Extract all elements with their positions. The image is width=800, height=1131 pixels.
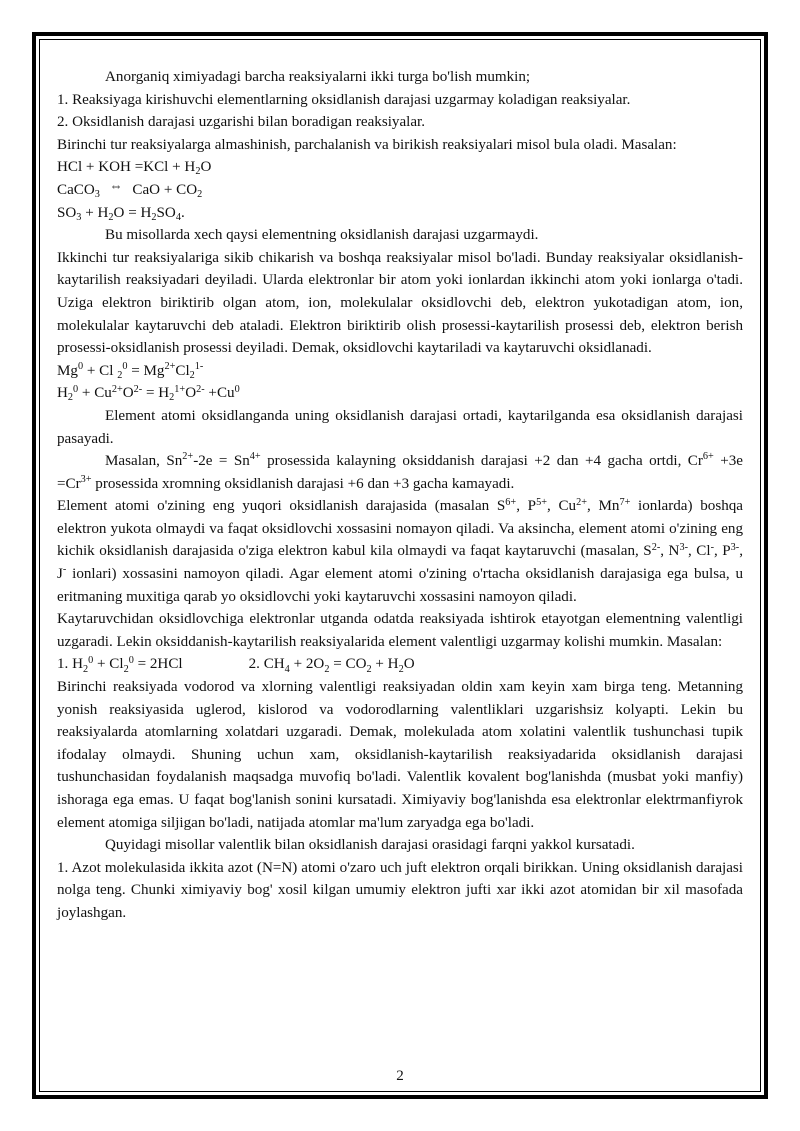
document-body xyxy=(57,66,743,925)
paragraph: Anorganiq ximiyadagi barcha reaksiyalarni ikki turga bo'lish mumkin; xyxy=(105,69,531,85)
paragraph: Quyidagi misollar valentlik bilan oksidlanish darajasi orasidagi farqni yakkol kursatadi. xyxy=(105,837,635,854)
paragraph: $Mg^0 + Cl$ $_2^0 = Mg^{2+}Cl_2^{1-}$ xyxy=(57,361,204,381)
paragraph: CaCO$_3$ ⇔ CaO + $CO_2$ xyxy=(57,179,743,202)
paragraph: HCl + KOH $=KCl + H_2O$ xyxy=(57,159,212,178)
page-number: 2 xyxy=(396,1068,404,1084)
paragraph: Masalan, $Sn^{2+}-2e = Sn^{4+}$ prosessida kalayning oksiddanish darajasi +2 dan +4 gacha ortdi, $Cr^{6+} +3e =Cr^{3+}$ prosessida xromning oksidlanish darajasi +6 dan +3 gacha kamayadi. xyxy=(57,451,743,492)
paragraph: Bu misollarda xech qaysi elementning oksidlanish darajasi uzgarmaydi. xyxy=(105,227,539,244)
paragraph: $SO_3 + H_2O = H_2SO_4$. xyxy=(57,204,185,223)
paragraph: $H_2^0 + Cu^{2+}O^{2-} = H_2^{1+}O^{2-} +Cu^0$ xyxy=(57,383,240,404)
paragraph: 1. Reaksiyaga kirishuvchi elementlarning oksidlanish darajasi uzgarmay koladigan reaksiyalar. xyxy=(57,91,631,108)
paragraph: 1. Azot molekulasida ikkita azot (N=N) atomi o'zaro uch juft elektron orqali birikkan. Uning oksidlanish darajasi nolga teng. Chunki ximiyaviy bog' xosil kilgan umumiy elektron jufti xar ikki azot atomidan bir xil masofada joylashgan. xyxy=(57,859,743,921)
paragraph: Element atomi o'zining eng yuqori oksidlanish darajasida (masalan $S^{6+}$, $P^{5+}$, $Cu^{2+}$, $Mn^{7+}$ ionlarda) boshqa elektron yukota olmaydi va faqat oksidlovchi xossasini nomayon qiladi. Va aksincha, element atomi o'zining eng kichik oksidlanish darajasida o'ziga elektron kabul kila olmaydi va faqat kaytaruvchi (masalan, $S^{2-}$, $N^{3-}$, Cl-, $P^{3-}$, J- ionlari) xossasini namoyon qiladi. Agar element atomi o'zining o'rtacha oksidlanish darajasiga ega bulsa, u eritmaning muxitiga qarab yo oksidlovchi yoki kaytaruvchi xossasini namoyon qiladi. xyxy=(57,496,743,605)
paragraph: 1. $H_2^0 + Cl_2^0 = 2HCl$ 2. $CH_4 + 2O_2 = CO_2 + H_2O$ xyxy=(57,654,415,675)
paragraph: Kaytaruvchidan oksidlovchiga elektronlar utganda odatda reaksiyada ishtirok etayotgan elementning valentligi uzgaradi. Lekin oksiddanish-kaytarilish reaksiyalarida element valentligi uzgarmay kolishi mumkin. Masalan: xyxy=(57,611,743,650)
paragraph: Ikkinchi tur reaksiyalariga sikib chikarish va boshqa reaksiyalar misol bo'ladi. Bunday reaksiyalar oksidlanish-kaytarilish reaksiyadari deyiladi. Ularda elektronlar bir atom yoki ionlardan ikkinchi atom yoki ionlarga o'tadi. Uziga elektron biriktirib olgan atom, ion, molekulalar oksidlovchi deb, elektron yukotadigan atom, ion, molekulalar kaytaruvchi deb ataladi. Elektron biriktirib olish prosessi-kaytarilish prosessi deb, elektron berish prosessi-oksidlanish prosessi deyiladi. Demak, oksidlovchi kaytariladi va kaytaruvchi oksidlanadi. xyxy=(57,249,743,357)
paragraph: Birinchi tur reaksiyalarga almashinish, parchalanish va birikish reaksiyalari misol bula oladi. Masalan: xyxy=(57,136,677,153)
paragraph: Element atomi oksidlanganda uning oksidlanish darajasi ortadi, kaytarilganda esa oksidlanish darajasi pasayadi. xyxy=(57,407,743,447)
paragraph: 2. Oksidlanish darajasi uzgarishi bilan boradigan reaksiyalar. xyxy=(57,114,426,131)
paragraph: Birinchi reaksiyada vodorod va xlorning valentligi reaksiyadan oldin xam keyin xam birga teng. Metanning yonish reaksiyasida uglerod, kislorod va vodorodlarning valentliklari uzgarishsiz kolyapti. Lekin bu reaksiyalarda atomlarning xolatdari uzgaradi. Demak, molekulada atom xolatini valentlik tushunchasi tupik ifodalay olmaydi. Shuning uchun xam, oksidlanish-kaytarilish reaksiyadarida oksidlanish darajasi tushunchasidan foydalanish maqsadga muvofiq bo'ladi. Valentlik kovalent bog'lanishda (musbat yoki manfiy) ishoraga ega emas. U faqat bog'lanish sonini kursatadi. Ximiyaviy bog'lanishda esa elektronlar elektrmanfiyrok element atomiga siljigan bo'ladi, natijada atomlar ma'lum zaryadga ega bo'ladi. xyxy=(57,679,743,831)
equilibrium-arrow-icon: ⇔ xyxy=(109,177,123,193)
